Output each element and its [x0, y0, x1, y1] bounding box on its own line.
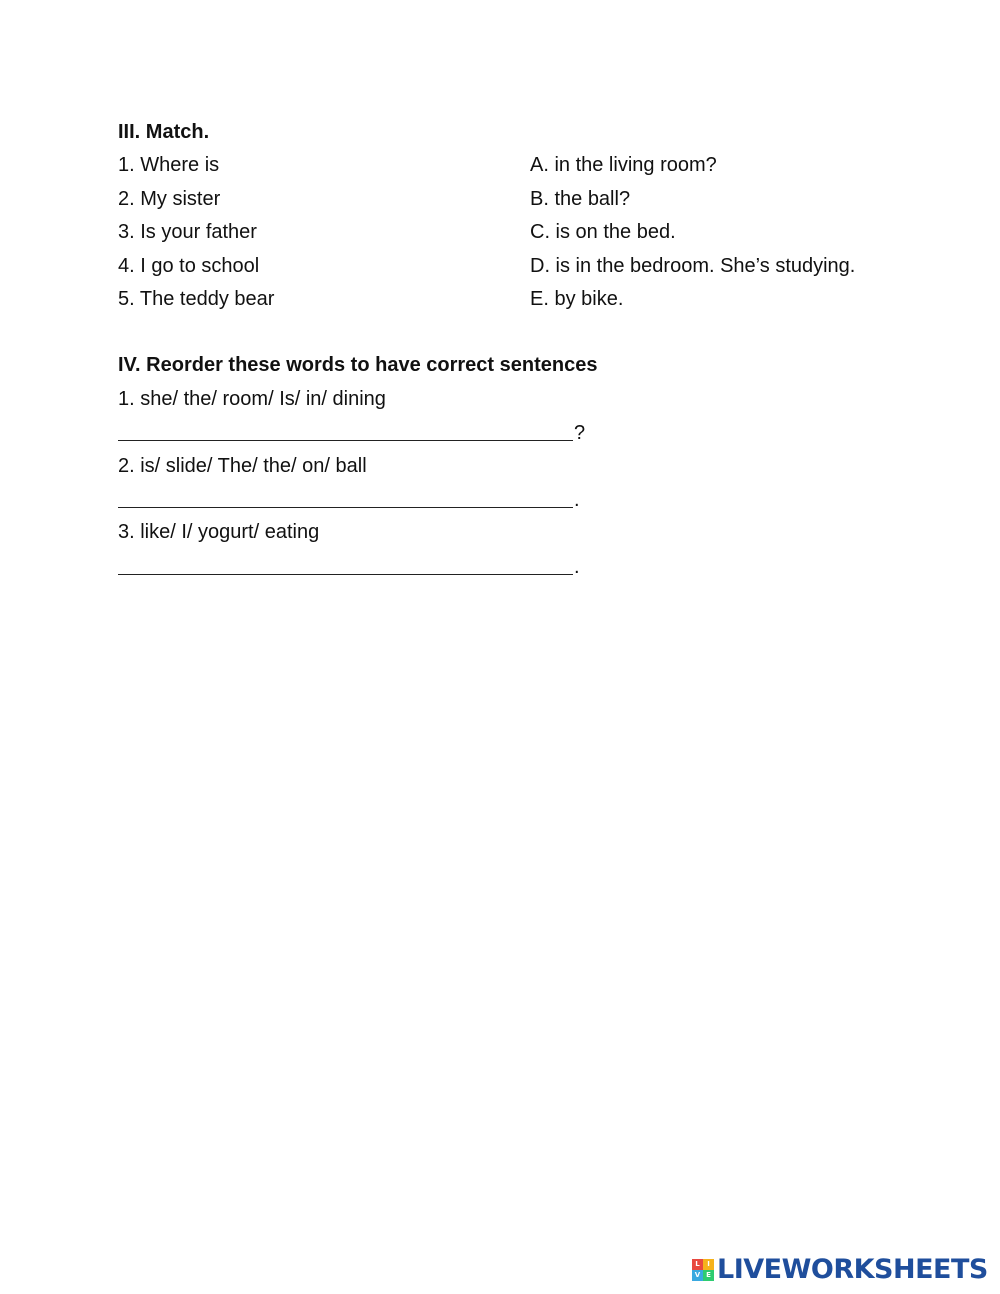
- match-right-item-d: D. is in the bedroom. She’s studying.: [530, 255, 856, 277]
- answer-underline: [118, 440, 573, 441]
- match-left-item-3: 3. Is your father: [118, 221, 257, 243]
- logo-mark-letter-l: L: [692, 1259, 703, 1270]
- logo-wordmark: LIVEWORKSHEETS: [717, 1254, 988, 1285]
- answer-blank-2[interactable]: [118, 488, 580, 512]
- answer-ending-3: .: [574, 556, 580, 578]
- liveworksheets-logo: [692, 1255, 988, 1285]
- match-left-item-2: 2. My sister: [118, 188, 221, 210]
- answer-blank-3[interactable]: [118, 555, 580, 579]
- match-right-item-e: E. by bike.: [530, 288, 624, 310]
- logo-mark-letter-e: E: [703, 1270, 714, 1281]
- answer-underline: [118, 574, 573, 575]
- answer-blank-1[interactable]: [118, 421, 586, 445]
- logo-mark-letter-i: I: [703, 1259, 714, 1270]
- logo-mark: [692, 1259, 714, 1281]
- match-left-item-5: 5. The teddy bear: [118, 288, 275, 310]
- answer-ending-2: .: [574, 489, 580, 511]
- section-4-title: IV. Reorder these words to have correct sentences: [118, 354, 598, 376]
- answer-ending-1: ?: [574, 422, 586, 444]
- match-right-item-b: B. the ball?: [530, 188, 631, 210]
- reorder-prompt-1: 1. she/ the/ room/ Is/ in/ dining: [118, 388, 386, 410]
- reorder-prompt-2: 2. is/ slide/ The/ the/ on/ ball: [118, 455, 367, 477]
- answer-underline: [118, 507, 573, 508]
- logo-mark-letter-v: V: [692, 1270, 703, 1281]
- match-right-item-a: A. in the living room?: [530, 154, 717, 176]
- match-right-item-c: C. is on the bed.: [530, 221, 676, 243]
- section-3-title: III. Match.: [118, 121, 210, 143]
- match-left-item-1: 1. Where is: [118, 154, 220, 176]
- reorder-prompt-3: 3. like/ I/ yogurt/ eating: [118, 521, 320, 543]
- match-left-item-4: 4. I go to school: [118, 255, 260, 277]
